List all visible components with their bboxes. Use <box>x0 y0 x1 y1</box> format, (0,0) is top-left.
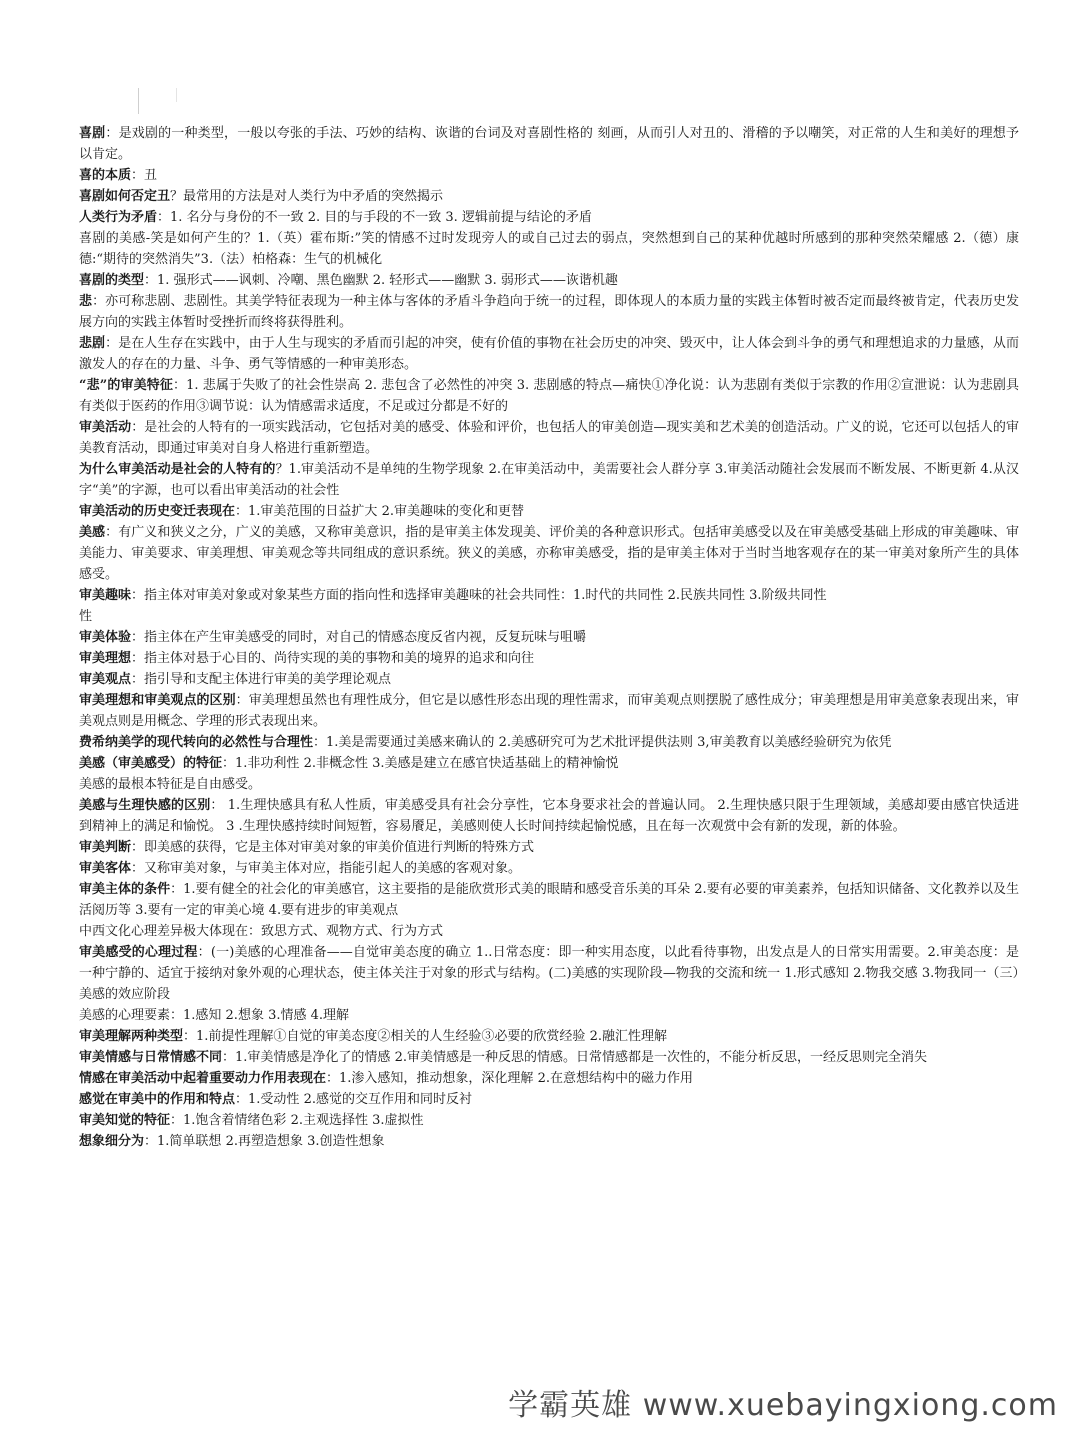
term-heading: 感觉在审美中的作用和特点 <box>79 1092 236 1107</box>
definition-text: 是在人生存在实践中，由于人生与现实的矛盾而引起的冲突，使有价值的事物在社会历史的冲突、毁灭中，让人体会到斗争的勇气和理想追求的力量感，从而激发人的存在的力量、斗争、勇气等情感的一种审美形态。 <box>79 336 1019 372</box>
definition-text: (一)美感的心理准备——自觉审美态度的确立 1..日常态度：即一种实用态度，以此看待事物，出发点是人的日常实用需要。2.审美态度：是一种宁静的、适宜于接纳对象外观的心理状态，使主体关注于对象的形式与结构。(二)美感的实现阶段—物我的交流和统一 1.形式感知 2.物我交感 3.物我同一（三）美感的效应阶段 <box>79 945 1019 1002</box>
term-heading: 审美知觉的特征 <box>79 1113 171 1128</box>
definition-text: 1.前提性理解①自觉的审美态度②相关的人生经验③必要的欣赏经验 2.融汇性理解 <box>196 1029 667 1044</box>
term-heading: 情感在审美活动中起着重要动力作用表现在 <box>79 1071 327 1086</box>
paragraph <box>79 837 1019 858</box>
definition-text: 指主体在产生审美感受的同时，对自己的情感态度反省内视，反复玩味与咀嚼 <box>144 630 587 645</box>
term-heading: 审美客体 <box>79 861 132 876</box>
term-separator: ： <box>131 420 145 435</box>
term-heading: 审美理想和审美观点的区别 <box>79 693 236 708</box>
term-heading: 喜的本质 <box>79 168 132 183</box>
definition-text: 1.简单联想 2.再塑造想象 3.创造性想象 <box>157 1134 385 1149</box>
site-watermark: 学霸英雄 www.xuebayingxiong.com <box>508 1388 1058 1423</box>
paragraph <box>79 186 1019 207</box>
term-separator: ： <box>157 210 171 225</box>
term-separator: ： <box>222 1050 236 1065</box>
definition-text: 审美理想虽然也有理性成分，但它是以感性形态出现的理性需求，而审美观点则摆脱了感性成分；审美理想是用审美意象表现出来，审美观点则是用概念、学理的形式表现出来。 <box>79 693 1019 729</box>
term-heading: 审美活动的历史变迁表现在 <box>79 504 236 519</box>
term-separator: ： <box>235 1092 249 1107</box>
term-heading: 审美观点 <box>79 672 132 687</box>
term-heading: 美感 <box>79 525 106 540</box>
term-separator: ： <box>144 273 158 288</box>
term-heading: 悲 <box>79 294 93 309</box>
term-heading: 人类行为矛盾 <box>79 210 158 225</box>
term-separator: ： <box>183 1029 197 1044</box>
paragraph <box>79 1047 1019 1068</box>
definition-text: 指引导和支配主体进行审美的美学理论观点 <box>144 672 392 687</box>
term-separator: ： <box>131 168 145 183</box>
term-separator: ： <box>105 126 119 141</box>
paragraph <box>79 732 1019 753</box>
paragraph <box>79 1005 1019 1026</box>
definition-text: 1.要有健全的社会化的审美感官，这主要指的是能欣赏形式美的眼睛和感受音乐美的耳朵 2.要有必要的审美素养，包括知识储备、文化教养以及生活阅历等 3.要有一定的审美心境 4.要有进步的审美观点 <box>79 882 1019 918</box>
definition-text: 1. 强形式——讽刺、冷嘲、黑色幽默 2. 轻形式——幽默 3. 弱形式——诙谐机趣 <box>157 273 618 288</box>
paragraph <box>79 207 1019 228</box>
term-heading: 审美主体的条件 <box>79 882 171 897</box>
definition-text: 1.美是需要通过美感来确认的 2.美感研究可为艺术批评提供法则 3,审美教育以美感经验研究为依凭 <box>326 735 892 750</box>
definition-text: 指主体对悬于心目的、尚待实现的美的事物和美的境界的追求和向往 <box>144 651 535 666</box>
term-separator: ： <box>131 651 145 666</box>
paragraph <box>79 1068 1019 1089</box>
paragraph <box>79 669 1019 690</box>
term-separator: ： <box>326 1071 340 1086</box>
definition-text: 最常用的方法是对人类行为中矛盾的突然揭示 <box>183 189 444 204</box>
term-heading: 审美理想 <box>79 651 132 666</box>
term-separator: ： <box>131 630 145 645</box>
paragraph <box>79 921 1019 942</box>
term-heading: 美感与生理快感的区别 <box>79 798 211 813</box>
term-separator: ： <box>313 735 327 750</box>
term-separator: ： <box>172 378 187 393</box>
definition-text: 又称审美对象，与审美主体对应，指能引起人的美感的客观对象。 <box>144 861 522 876</box>
term-heading: 为什么审美活动是社会的人特有的 <box>79 462 276 477</box>
term-separator: ： <box>170 1113 184 1128</box>
paragraph <box>79 1131 1019 1152</box>
definition-text: 1.审美情感是净化了的情感 2.审美情感是一种反思的情感。日常情感都是一次性的，不能分析反思，一经反思则完全消失 <box>235 1050 927 1065</box>
definition-text: 美感的心理要素：1.感知 2.想象 3.情感 4.理解 <box>79 1008 350 1023</box>
definition-text: 中西文化心理差异极大体现在：致思方式、观物方式、行为方式 <box>79 924 444 939</box>
term-separator: ： <box>222 756 236 771</box>
definition-text: 1.受动性 2.感觉的交互作用和同时反衬 <box>248 1092 472 1107</box>
paragraph <box>79 375 1019 417</box>
paragraph <box>79 795 1019 837</box>
paragraph <box>79 585 1019 606</box>
term-separator: ： <box>235 504 249 519</box>
definition-text: 丑 <box>144 168 158 183</box>
paragraph <box>79 1110 1019 1131</box>
term-heading: 审美活动 <box>79 420 132 435</box>
paragraph <box>79 1089 1019 1110</box>
definition-text: 1.生理快感具有私人性质，审美感受具有社会分享性，它本身要求社会的普遍认同。 2.生理快感只限于生理领域，美感却要由感官快适进到精神上的满足和愉悦。 3 .生理快感持续时间短暂，容易餍足，美感则使人长时间持续起愉悦感，且在每一次观赏中会有新的发现，新的体验。 <box>79 798 1019 834</box>
term-separator: ： <box>92 294 106 309</box>
definition-text: 1.非功利性 2.非概念性 3.美感是建立在感官快适基础上的精神愉悦 <box>235 756 619 771</box>
paragraph <box>79 753 1019 774</box>
term-separator: ： <box>105 336 119 351</box>
paragraph <box>79 522 1019 585</box>
term-separator: ： <box>144 1134 158 1149</box>
term-separator: ： <box>131 588 145 603</box>
term-separator: ： <box>197 945 211 960</box>
term-heading: 审美体验 <box>79 630 132 645</box>
term-heading: 审美感受的心理过程 <box>79 945 198 960</box>
definition-text: 是社会的人特有的一项实践活动，它包括对美的感受、体验和评价，也包括人的审美创造—现实美和艺术美的创造活动。广义的说，它还可以包括人的审美教育活动，即通过审美对自身人格进行重新塑造。 <box>79 420 1019 456</box>
paragraph <box>79 228 1019 270</box>
term-heading: 审美情感与日常情感不同 <box>79 1050 223 1065</box>
term-heading: 费希纳美学的现代转向的必然性与合理性 <box>79 735 314 750</box>
paragraph <box>79 459 1019 501</box>
definition-text: 1.审美范围的日益扩大 2.审美趣味的变化和更替 <box>248 504 524 519</box>
definition-text: 有广义和狭义之分，广义的美感，又称审美意识，指的是审美主体发现美、评价美的各种意识形式。包括审美感受以及在审美感受基础上形成的审美趣味、审美能力、审美要求、审美理想、审美观念等共同组成的意识系统。狭义的美感，亦称审美感受，指的是审美主体对于当时当地客观存在的某一审美对象所产生的具体感受。 <box>79 525 1019 582</box>
definition-text: 美感的最根本特征是自由感受。 <box>79 777 262 792</box>
paragraph <box>79 270 1019 291</box>
definition-text: 性 <box>79 609 93 624</box>
definition-text: 喜剧的美感-笑是如何产生的？1.（英）霍布斯:”笑的情感不过时发现旁人的或自己过去的弱点，突然想到自己的某种优越时所感到的那种突然荣耀感 2.（德）康德:“期待的突然消失”3.（法）柏格森：生气的机械化 <box>79 231 1019 267</box>
paragraph <box>79 627 1019 648</box>
definition-text: 1.饱含着情绪色彩 2.主观选择性 3.虚拟性 <box>183 1113 424 1128</box>
term-heading: 想象细分为 <box>79 1134 145 1149</box>
definition-text: 1. 悲属于失败了的社会性崇高 2. 悲包含了必然性的冲突 3. 悲剧感的特点—痛快①净化说：认为悲剧有类似于宗教的作用②宣泄说：认为悲剧具有类似于医药的作用③调节说：认为情感需求适度，不足或过分都是不好的 <box>79 378 1019 414</box>
term-separator: ： <box>131 672 145 687</box>
term-heading: 悲剧 <box>79 336 106 351</box>
paragraph <box>79 606 1019 627</box>
definition-text: 指主体对审美对象或对象某些方面的指向性和选择审美趣味的社会共同性：1.时代的共同性 2.民族共同性 3.阶级共同性 <box>144 588 827 603</box>
term-separator: ： <box>210 798 224 813</box>
paragraph <box>79 165 1019 186</box>
term-heading: “悲”的审美特征 <box>79 378 173 393</box>
definition-text: 亦可称悲剧、悲剧性。其美学特征表现为一种主体与客体的矛盾斗争趋向于统一的过程，即体现人的本质力量的实践主体暂时被否定而最终被肯定，代表历史发展方向的实践主体暂时受挫折而终将获得胜利。 <box>79 294 1019 330</box>
definition-text: 1.渗入感知，推动想象，深化理解 2.在意想结构中的磁力作用 <box>339 1071 693 1086</box>
paragraph <box>79 501 1019 522</box>
term-separator: ： <box>131 840 145 855</box>
paragraph <box>79 879 1019 921</box>
term-separator: ： <box>235 693 249 708</box>
term-separator: ： <box>170 882 184 897</box>
paragraph <box>79 648 1019 669</box>
paragraph <box>79 690 1019 732</box>
term-heading: 喜剧的类型 <box>79 273 145 288</box>
definition-text: 1.审美活动不是单纯的生物学现象 2.在审美活动中，美需要社会人群分享 3.审美活动随社会发展而不断发展、不断更新 4.从汉字“美”的字源，也可以看出审美活动的社会性 <box>79 462 1019 498</box>
paragraph <box>79 123 1019 165</box>
term-heading: 审美理解两种类型 <box>79 1029 184 1044</box>
term-heading: 喜剧 <box>79 126 106 141</box>
term-heading: 审美趣味 <box>79 588 132 603</box>
scan-artifact-line <box>176 88 177 102</box>
definition-text: 1. 名分与身份的不一致 2. 目的与手段的不一致 3. 逻辑前提与结论的矛盾 <box>170 210 592 225</box>
term-separator: ？ <box>275 462 289 477</box>
term-separator: ： <box>105 525 119 540</box>
term-separator: ： <box>131 861 145 876</box>
term-heading: 审美判断 <box>79 840 132 855</box>
paragraph <box>79 1026 1019 1047</box>
term-heading: 喜剧如何否定丑 <box>79 189 171 204</box>
term-heading: 美感（审美感受）的特征 <box>79 756 223 771</box>
definition-text: 即美感的获得，它是主体对审美对象的审美价值进行判断的特殊方式 <box>144 840 535 855</box>
scan-artifact-line <box>138 88 139 114</box>
document-body <box>79 123 1019 1152</box>
paragraph <box>79 942 1019 1005</box>
paragraph <box>79 858 1019 879</box>
paragraph <box>79 417 1019 459</box>
paragraph <box>79 291 1019 333</box>
definition-text: 是戏剧的一种类型，一般以夸张的手法、巧妙的结构、诙谐的台词及对喜剧性格的 刻画，从而引人对丑的、滑稽的予以嘲笑，对正常的人生和美好的理想予以肯定。 <box>79 126 1019 162</box>
term-separator: ？ <box>170 189 184 204</box>
paragraph <box>79 333 1019 375</box>
paragraph <box>79 774 1019 795</box>
